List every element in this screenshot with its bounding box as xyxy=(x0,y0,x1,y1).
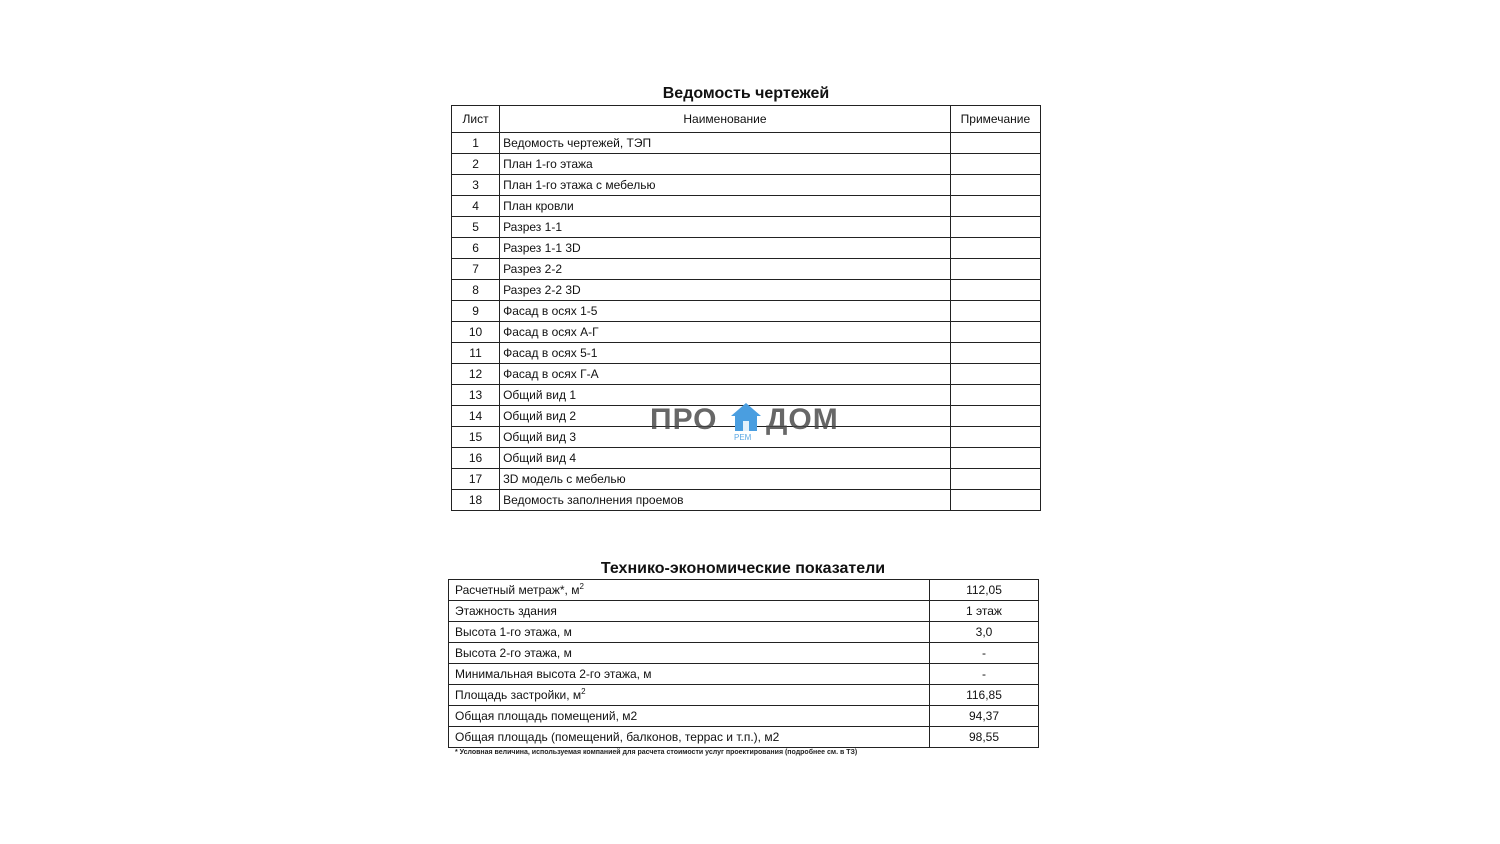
tep-value: 112,05 xyxy=(930,580,1039,601)
tep-label xyxy=(449,601,930,622)
tep-value: - xyxy=(930,643,1039,664)
drawing-name: Фасад в осях Г-А xyxy=(500,364,951,385)
drawing-row xyxy=(452,217,1041,238)
drawing-name: Ведомость чертежей, ТЭП xyxy=(500,133,951,154)
drawing-name: Фасад в осях А-Г xyxy=(500,322,951,343)
drawing-number: 9 xyxy=(452,301,500,322)
tep-row xyxy=(449,664,1039,685)
drawing-note xyxy=(950,175,1040,196)
drawing-row xyxy=(452,175,1041,196)
drawing-note xyxy=(950,196,1040,217)
drawing-number: 2 xyxy=(452,154,500,175)
tep-label-text: Высота 1-го этажа, м xyxy=(455,625,572,639)
drawing-number: 5 xyxy=(452,217,500,238)
drawing-note xyxy=(950,469,1040,490)
tep-value: 3,0 xyxy=(930,622,1039,643)
drawing-name: 3D модель с мебелью xyxy=(500,469,951,490)
drawing-note xyxy=(950,133,1040,154)
tep-label-superscript: 2 xyxy=(579,582,584,591)
tep-label xyxy=(449,664,930,685)
tep-label-text: Общая площадь помещений, м2 xyxy=(455,709,638,723)
drawing-row xyxy=(452,322,1041,343)
tep-label xyxy=(449,580,930,601)
tep-row xyxy=(449,580,1039,601)
drawing-number: 7 xyxy=(452,259,500,280)
drawing-number: 17 xyxy=(452,469,500,490)
tep-table xyxy=(448,579,1039,748)
drawing-number: 3 xyxy=(452,175,500,196)
watermark-sub-text: РЕМ xyxy=(734,433,752,442)
drawing-number: 8 xyxy=(452,280,500,301)
drawing-row xyxy=(452,469,1041,490)
drawing-number: 18 xyxy=(452,490,500,511)
drawing-number: 10 xyxy=(452,322,500,343)
drawing-note xyxy=(950,343,1040,364)
tep-value: 98,55 xyxy=(930,727,1039,748)
tep-label-text: Общая площадь (помещений, балконов, террас и т.п.), м2 xyxy=(455,730,780,744)
drawing-note xyxy=(950,427,1040,448)
drawing-row xyxy=(452,133,1041,154)
tep-title: Технико-экономические показатели xyxy=(600,560,886,577)
drawing-name: Ведомость заполнения проемов xyxy=(500,490,951,511)
drawing-number: 1 xyxy=(452,133,500,154)
tep-label xyxy=(449,727,930,748)
drawing-number: 14 xyxy=(452,406,500,427)
drawing-note xyxy=(950,322,1040,343)
drawing-row xyxy=(452,406,1041,427)
tep-row xyxy=(449,643,1039,664)
drawing-row xyxy=(452,448,1041,469)
tep-footnote: * Условная величина, используемая компанией для расчета стоимости услуг проектирования (подробнее см. в ТЗ) xyxy=(455,749,858,756)
tep-row xyxy=(449,727,1039,748)
drawing-number: 15 xyxy=(452,427,500,448)
tep-label-superscript: 2 xyxy=(581,687,586,696)
drawing-number: 16 xyxy=(452,448,500,469)
drawing-number: 12 xyxy=(452,364,500,385)
tep-label xyxy=(449,622,930,643)
tep-label-text: Расчетный метраж*, м xyxy=(455,583,580,597)
tep-label-text: Минимальная высота 2-го этажа, м xyxy=(455,667,652,681)
tep-value: 1 этаж xyxy=(930,601,1039,622)
drawing-name: Фасад в осях 5-1 xyxy=(500,343,951,364)
drawing-name: Фасад в осях 1-5 xyxy=(500,301,951,322)
drawing-name: Разрез 1-1 3D xyxy=(500,238,951,259)
drawing-name: План 1-го этажа с мебелью xyxy=(500,175,951,196)
header-note: Примечание xyxy=(950,106,1040,133)
drawing-row xyxy=(452,259,1041,280)
drawing-row xyxy=(452,238,1041,259)
tep-label-text: Этажность здания xyxy=(455,604,557,618)
tep-value: 116,85 xyxy=(930,685,1039,706)
tep-row xyxy=(449,622,1039,643)
tep-label xyxy=(449,685,930,706)
drawing-note xyxy=(950,301,1040,322)
tep-label xyxy=(449,706,930,727)
drawing-row xyxy=(452,301,1041,322)
drawing-row xyxy=(452,427,1041,448)
drawing-row xyxy=(452,154,1041,175)
drawing-row xyxy=(452,490,1041,511)
drawing-name: План 1-го этажа xyxy=(500,154,951,175)
drawing-note xyxy=(950,448,1040,469)
drawing-row xyxy=(452,343,1041,364)
drawing-name: Разрез 2-2 xyxy=(500,259,951,280)
drawing-name: Общий вид 4 xyxy=(500,448,951,469)
drawing-name: Общий вид 3 xyxy=(500,427,951,448)
drawing-note xyxy=(950,280,1040,301)
drawing-note xyxy=(950,238,1040,259)
drawing-row xyxy=(452,385,1041,406)
drawing-row xyxy=(452,364,1041,385)
drawing-name: Общий вид 2 xyxy=(500,406,951,427)
drawing-note xyxy=(950,154,1040,175)
drawing-name: Разрез 2-2 3D xyxy=(500,280,951,301)
watermark-right-text: ДОМ xyxy=(766,403,839,436)
drawing-note xyxy=(950,385,1040,406)
drawing-row xyxy=(452,280,1041,301)
tep-value: - xyxy=(930,664,1039,685)
tep-label-text: Высота 2-го этажа, м xyxy=(455,646,572,660)
tep-label-text: Площадь застройки, м xyxy=(455,688,582,702)
drawing-name: План кровли xyxy=(500,196,951,217)
watermark-left-text: ПРО xyxy=(650,403,718,436)
header-sheet: Лист xyxy=(452,106,500,133)
drawings-header-row xyxy=(452,106,1041,133)
drawing-number: 13 xyxy=(452,385,500,406)
tep-label xyxy=(449,643,930,664)
tep-value: 94,37 xyxy=(930,706,1039,727)
drawing-note xyxy=(950,490,1040,511)
drawing-number: 11 xyxy=(452,343,500,364)
drawing-name: Общий вид 1 xyxy=(500,385,951,406)
drawings-title: Ведомость чертежей xyxy=(662,85,830,102)
drawing-number: 4 xyxy=(452,196,500,217)
drawing-row xyxy=(452,196,1041,217)
drawing-number: 6 xyxy=(452,238,500,259)
drawing-note xyxy=(950,364,1040,385)
tep-row xyxy=(449,685,1039,706)
drawing-note xyxy=(950,406,1040,427)
drawings-table xyxy=(451,105,1041,511)
tep-row xyxy=(449,601,1039,622)
tep-row xyxy=(449,706,1039,727)
drawing-note xyxy=(950,259,1040,280)
header-name: Наименование xyxy=(500,106,951,133)
drawing-name: Разрез 1-1 xyxy=(500,217,951,238)
drawing-note xyxy=(950,217,1040,238)
